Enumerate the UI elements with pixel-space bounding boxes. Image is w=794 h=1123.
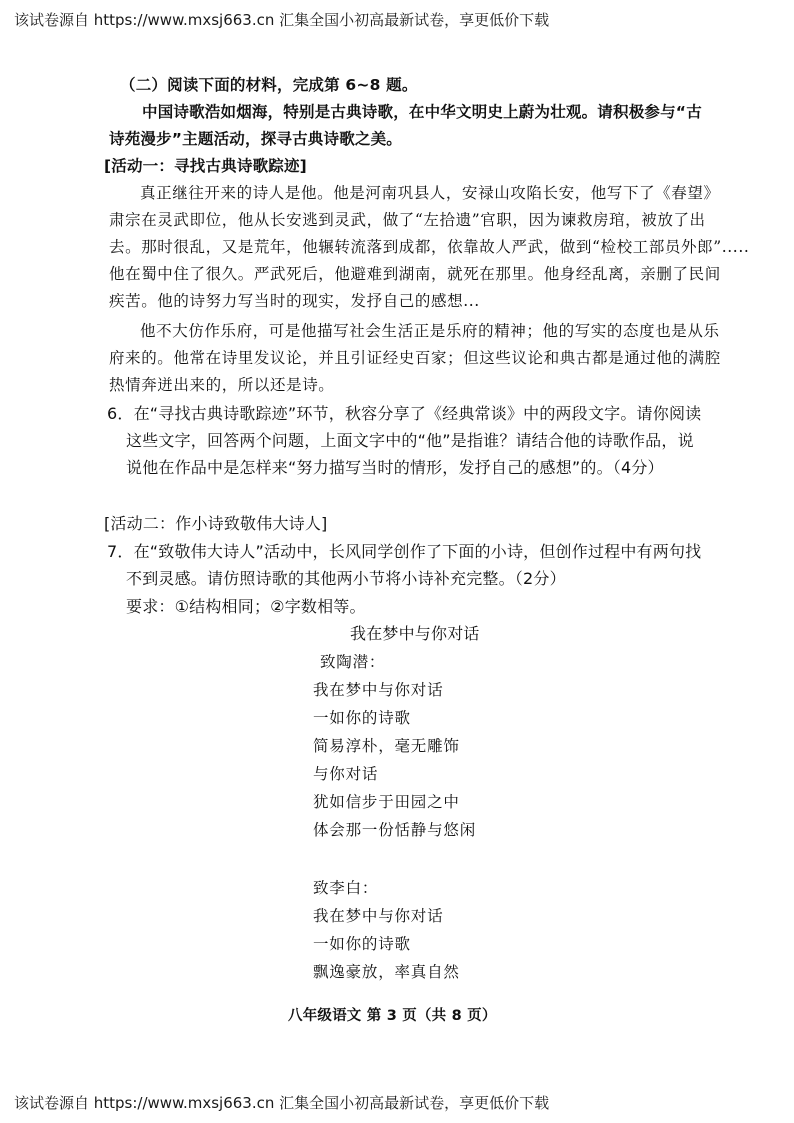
poem-stanza-2-line: 飘逸豪放，率真自然 xyxy=(313,963,460,981)
section-intro-line-1: 中国诗歌浩如烟海，特别是古典诗歌，在中华文明史上蔚为壮观。请积极参与“古 xyxy=(142,103,702,121)
passage-line-5: 疾苦。他的诗努力写当时的现实，发抒自己的感想... xyxy=(109,292,480,310)
passage-line-7: 府来的。他常在诗里发议论，并且引证经史百家；但这些议论和典古都是通过他的满腔 xyxy=(109,349,721,367)
page-footer: 八年级语文 第 3 页（共 8 页） xyxy=(288,1008,497,1024)
passage-line-4: 他在蜀中住了很久。严武死后，他避难到湖南，就死在那里。他身经乱离，亲删了民间 xyxy=(109,265,721,283)
question-6-line-1: 6．在“寻找古典诗歌踪迹”环节，秋容分享了《经典常谈》中的两段文字。请你阅读 xyxy=(107,404,702,423)
poem-stanza-1-line: 简易淳朴，毫无雕饰 xyxy=(313,737,460,755)
passage-line-1: 真正继往开来的诗人是他。他是河南巩县人，安禄山攻陷长安，他写下了《春望》 xyxy=(140,184,720,202)
poem-title: 我在梦中与你对话 xyxy=(350,624,480,643)
poem-stanza-1-line: 我在梦中与你对话 xyxy=(313,681,444,699)
poem-stanza-2-line: 一如你的诗歌 xyxy=(313,935,411,953)
header-source-banner: 该试卷源自 https://www.mxsj663.cn 汇集全国小初高最新试卷，享更低价下载 xyxy=(14,11,550,29)
poem-stanza-2-line: 我在梦中与你对话 xyxy=(313,907,444,925)
passage-line-8: 热情奔迸出来的，所以还是诗。 xyxy=(109,376,335,394)
poem-stanza-1-line: 一如你的诗歌 xyxy=(313,709,411,727)
poem-stanza-1-line: 与你对话 xyxy=(313,765,379,783)
question-6-line-2: 这些文字，回答两个问题，上面文字中的“他”是指谁？请结合他的诗歌作品，说 xyxy=(126,431,694,450)
poem-stanza-2-dedication: 致李白： xyxy=(313,879,379,897)
poem-stanza-1-line: 犹如信步于田园之中 xyxy=(313,793,460,811)
section-intro-line-2: 诗苑漫步”主题活动，探寻古典诗歌之美。 xyxy=(109,130,402,148)
footer-source-banner: 该试卷源自 https://www.mxsj663.cn 汇集全国小初高最新试卷，享更低价下载 xyxy=(14,1094,550,1112)
question-7-line-1: 7．在“致敬伟大诗人”活动中，长风同学创作了下面的小诗，但创作过程中有两句找 xyxy=(107,542,702,561)
passage-line-6: 他不大仿作乐府，可是他描写社会生活正是乐府的精神；他的写实的态度也是从乐 xyxy=(140,322,720,340)
poem-stanza-1-line: 体会那一份恬静与悠闲 xyxy=(313,821,477,839)
activity-1-title: [活动一：寻找古典诗歌踪迹] xyxy=(104,157,307,175)
section-heading: （二）阅读下面的材料，完成第 6~8 题。 xyxy=(120,76,418,94)
passage-line-3: 去。那时很乱，又是荒年，他辗转流落到成都，依靠故人严武，做到“检校工部员外郎”..... xyxy=(109,238,750,256)
question-7-requirement: 要求：①结构相同；②字数相等。 xyxy=(126,597,366,616)
activity-2-title: [活动二：作小诗致敬伟大诗人] xyxy=(104,514,328,533)
question-6-line-3: 说他在作品中是怎样来“努力描写当时的情形，发抒自己的感想”的。（4分） xyxy=(126,458,664,477)
passage-line-2: 肃宗在灵武即位，他从长安逃到灵武，做了“左拾遗”官职，因为谏救房琯，被放了出 xyxy=(109,211,706,229)
question-7-line-2: 不到灵感。请仿照诗歌的其他两小节将小诗补充完整。（2分） xyxy=(126,569,566,588)
poem-stanza-1-dedication: 致陶潜： xyxy=(320,653,386,671)
